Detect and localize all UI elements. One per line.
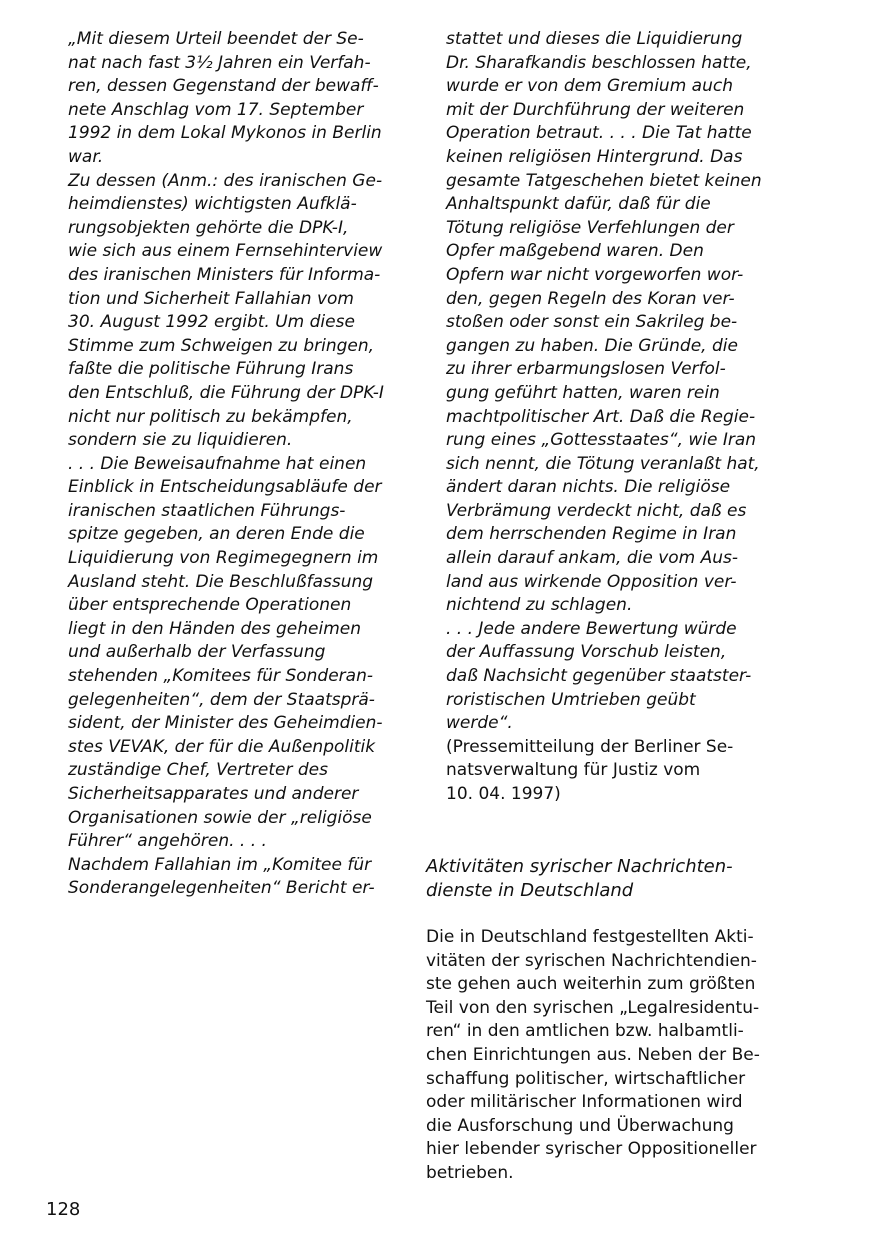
text-line: und außerhalb der Verfassung	[68, 642, 326, 663]
left-column-quote	[68, 28, 408, 901]
text-line: Ausland steht. Die Beschlußfassung	[68, 571, 374, 592]
quote-continuation	[446, 28, 786, 736]
text-line: 30. August 1992 ergibt. Um diese	[68, 312, 355, 333]
text-line: keinen religiösen Hintergrund. Das	[446, 146, 743, 167]
text-line: ändert daran nichts. Die religiöse	[446, 477, 731, 498]
text-line: Anhaltspunkt dafür, daß für die	[446, 194, 711, 215]
text-line: chen Einrichtungen aus. Neben der Be-	[426, 1044, 760, 1065]
text-line: der Auffassung Vorschub leisten,	[446, 642, 727, 663]
text-line: Tötung religiöse Verfehlungen der	[446, 217, 734, 238]
text-line: ren“ in den amtlichen bzw. halbamtli-	[426, 1021, 744, 1042]
text-line: gelegenheiten“, dem der Staatsprä-	[68, 689, 375, 710]
text-line: nete Anschlag vom 17. September	[68, 99, 364, 120]
heading-line: Aktivitäten syrischer Nachrichten-	[426, 856, 733, 877]
text-line: daß Nachsicht gegenüber staatster-	[446, 666, 752, 687]
text-line: land aus wirkende Opposition ver-	[446, 571, 737, 592]
text-line: stoßen oder sonst ein Sakrileg be-	[446, 312, 738, 333]
section-heading	[426, 855, 786, 903]
quote-source	[446, 736, 786, 807]
text-line: ste gehen auch weiterhin zum größten	[426, 974, 756, 995]
text-line: . . . Die Beweisaufnahme hat einen	[68, 453, 367, 474]
text-line: werde“.	[446, 713, 513, 734]
text-line: dem herrschenden Regime in Iran	[446, 524, 737, 545]
text-line: rungsobjekten gehörte die DPK-I,	[68, 217, 349, 238]
text-line: vitäten der syrischen Nachrichtendien-	[426, 950, 757, 971]
text-line: den Entschluß, die Führung der DPK-I	[68, 382, 384, 403]
text-line: rung eines „Gottesstaates“, wie Iran	[446, 430, 757, 451]
text-line: Führer“ angehören. . . .	[68, 831, 267, 852]
text-line: mit der Durchführung der weiteren	[446, 99, 745, 120]
text-line: des iranischen Ministers für Informa-	[68, 264, 381, 285]
text-line: natsverwaltung für Justiz vom	[446, 760, 701, 781]
text-line: nat nach fast 3½ Jahren ein Verfah-	[68, 52, 371, 73]
text-line: war.	[68, 146, 104, 167]
text-line: die Ausforschung und Überwachung	[426, 1115, 734, 1136]
text-line: Teil von den syrischen „Legalresidentu-	[426, 997, 760, 1018]
text-line: wie sich aus einem Fernsehinterview	[68, 241, 383, 262]
text-line: spitze gegeben, an deren Ende die	[68, 524, 365, 545]
text-line: roristischen Umtrieben geübt	[446, 689, 696, 710]
text-line: Sicherheitsapparates und anderer	[68, 784, 359, 804]
text-line: machtpolitischer Art. Daß die Regie-	[446, 406, 756, 427]
text-line: wurde er von dem Gremium auch	[446, 76, 733, 97]
text-line: gesamte Tatgeschehen bietet keinen	[446, 170, 762, 191]
text-line: 1992 in dem Lokal Mykonos in Berlin	[68, 123, 382, 144]
text-line: betrieben.	[426, 1162, 514, 1183]
text-line: Zu dessen (Anm.: des iranischen Ge-	[68, 170, 383, 191]
text-line: tion und Sicherheit Fallahian vom	[68, 288, 354, 309]
text-line: Stimme zum Schweigen zu bringen,	[68, 335, 375, 356]
right-column-quote	[446, 28, 786, 807]
text-line: Verbrämung verdeckt nicht, daß es	[446, 500, 747, 521]
text-line: stehenden „Komitees für Sonderan-	[68, 666, 373, 687]
text-line: zu ihrer erbarmungslosen Verfol-	[446, 359, 726, 380]
text-line: Opfer maßgebend waren. Den	[446, 241, 704, 262]
text-line: Einblick in Entscheidungsabläufe der	[68, 477, 382, 498]
text-line: stattet und dieses die Liquidierung	[446, 29, 743, 49]
text-line: Dr. Sharafkandis beschlossen hatte,	[446, 52, 752, 73]
text-line: gung geführt hatten, waren rein	[446, 382, 720, 403]
text-line: Liquidierung von Regimegegnern im	[68, 548, 379, 569]
text-line: hier lebender syrischer Oppositioneller	[426, 1139, 757, 1160]
text-line: Operation betraut. . . . Die Tat hatte	[446, 123, 752, 144]
text-line: 10. 04. 1997)	[446, 784, 561, 804]
text-line: faßte die politische Führung Irans	[68, 359, 354, 380]
text-line: sich nennt, die Tötung veranlaßt hat,	[446, 453, 760, 474]
page-number: 128	[46, 1199, 81, 1220]
text-line: sident, der Minister des Geheimdien-	[68, 713, 383, 734]
section-body	[426, 926, 786, 1186]
text-line: nicht nur politisch zu bekämpfen,	[68, 406, 353, 427]
text-line: ren, dessen Gegenstand der bewaff-	[68, 76, 379, 97]
text-line: . . . Jede andere Bewertung würde	[446, 618, 737, 639]
text-line: schaffung politischer, wirtschaftlicher	[426, 1068, 746, 1089]
text-line: über entsprechende Operationen	[68, 595, 352, 616]
text-line: Opfern war nicht vorgeworfen wor-	[446, 264, 744, 285]
text-line: Nachdem Fallahian im „Komitee für	[68, 854, 372, 875]
text-line: zuständige Chef, Vertreter des	[68, 760, 328, 781]
text-line: Die in Deutschland festgestellten Akti-	[426, 927, 754, 947]
text-line: stes VEVAK, der für die Außenpolitik	[68, 736, 376, 757]
text-line: oder militärischer Informationen wird	[426, 1092, 743, 1113]
text-line: sondern sie zu liquidieren.	[68, 430, 293, 451]
text-line: gangen zu haben. Die Gründe, die	[446, 335, 738, 356]
heading-line: dienste in Deutschland	[426, 880, 634, 901]
text-line: allein darauf ankam, die vom Aus-	[446, 548, 739, 569]
text-line: nichtend zu schlagen.	[446, 595, 633, 616]
text-line: „Mit diesem Urteil beendet der Se-	[68, 29, 364, 49]
text-line: den, gegen Regeln des Koran ver-	[446, 288, 735, 309]
text-line: liegt in den Händen des geheimen	[68, 618, 362, 639]
text-line: (Pressemitteilung der Berliner Se-	[446, 736, 734, 757]
text-line: heimdienstes) wichtigsten Aufklä-	[68, 194, 357, 215]
text-line: iranischen staatlichen Führungs-	[68, 500, 346, 521]
text-line: Organisationen sowie der „religiöse	[68, 807, 372, 828]
text-line: Sonderangelegenheiten“ Bericht er-	[68, 878, 375, 899]
